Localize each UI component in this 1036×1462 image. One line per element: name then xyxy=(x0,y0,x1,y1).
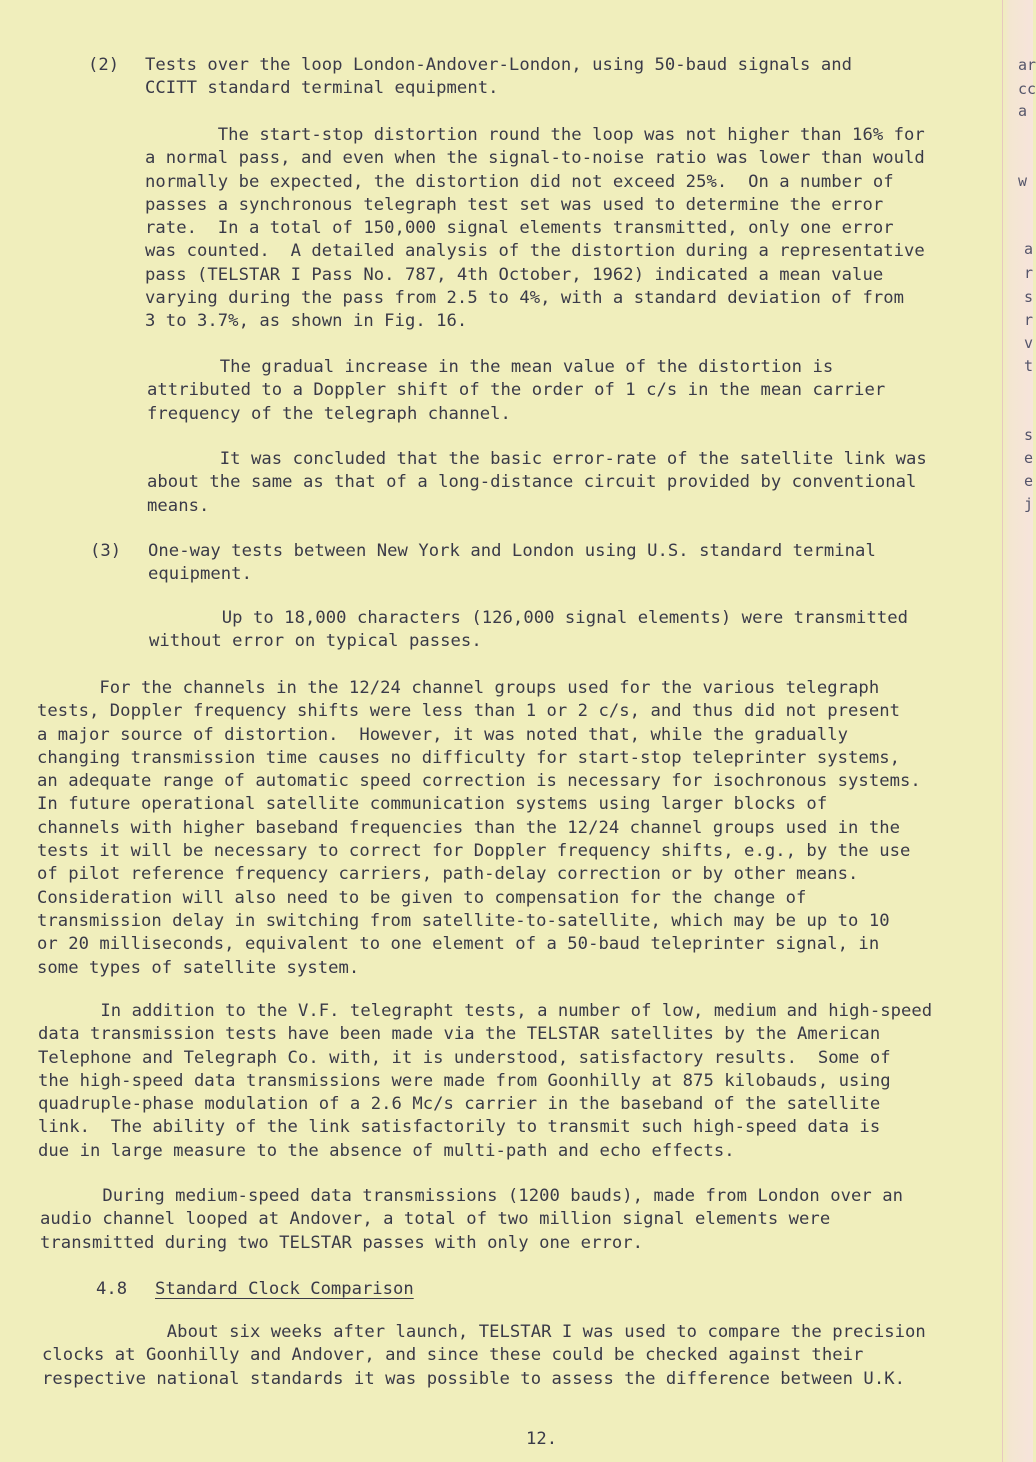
bleed-fragment: a xyxy=(1018,102,1028,120)
item-2-paragraph-1 xyxy=(145,124,925,334)
item-3-number: (3) xyxy=(90,541,122,561)
clock-comparison-paragraph-text: About six weeks after launch, TELSTAR I was used to compare the precision clocks at Goonhilly and Andover, and since these could be checked against their respective national standards it was possible to assess the difference between U.K. xyxy=(42,1322,926,1389)
item-2-heading: Tests over the loop London-Andover-London, using 50-baud signals and CCITT standard terminal equipment. xyxy=(145,55,853,99)
adjacent-page-edge xyxy=(1002,0,1033,1462)
item-2-paragraph-2-text: The gradual increase in the mean value of the distortion is attributed to a Doppler shift of the order of 1 c/s in the mean carrier frequency of the telegraph channel. xyxy=(147,357,886,424)
doppler-paragraph-text: For the channels in the 12/24 channel groups used for the various telegraph tests, Doppler frequency shifts were less than 1 or 2 c/s, and thus did not present a major source of distortion. However, it was noted that, while the gradually changing transmission time causes no difficulty for start-stop teleprinter systems, an adequate range of automatic speed correction is necessary for isochronous systems. In future operational satellite communication systems using larger blocks of channels with higher baseband frequencies than the 12/24 channel groups used in the tests it will be necessary to correct for Doppler frequency shifts, e.g., by the use of pilot reference frequency carriers, path-delay correction or by other means. Consideration will also need to be given to compensation for the change of transmission delay in switching from satellite-to-satellite, which may be up to 10 or 20 milliseconds, equivalent to one element of a 50-baud teleprinter signal, in some types of satellite system. xyxy=(37,678,921,978)
item-2-paragraph-2 xyxy=(147,356,885,426)
bleed-fragment: cc xyxy=(1018,80,1036,98)
section-number: 4.8 xyxy=(96,1279,128,1299)
item-3-paragraph-1 xyxy=(149,607,908,654)
bleed-fragment: e xyxy=(1024,449,1034,467)
item-3-heading: One-way tests between New York and London using U.S. standard terminal equipment. xyxy=(148,541,876,585)
doppler-paragraph xyxy=(37,677,921,980)
page-number: 12. xyxy=(526,1429,558,1449)
bleed-fragment: r xyxy=(1024,264,1034,282)
clock-comparison-paragraph xyxy=(42,1321,926,1391)
data-transmission-paragraph-text: In addition to the V.F. telegrapht tests, a number of low, medium and high-speed data transmission tests have been made via the TELSTAR satellites by the American Telephone and Telegraph Co. with, it is understood, satisfactory results. Some of the high-speed data transmissions were made from Goonhilly at 875 kilobauds, using quadruple-phase modulation of a 2.6 Mc/s carrier in the baseband of the satellite link. The ability of the link satisfactorily to transmit such high-speed data is due in large measure to the absence of multi-path and echo effects. xyxy=(38,1001,933,1161)
item-2-paragraph-3-text: It was concluded that the basic error-rate of the satellite link was about the same as that of a long-distance circuit provided by conventional means. xyxy=(147,449,927,516)
item-2-number: (2) xyxy=(88,55,120,75)
item-2-paragraph-3 xyxy=(147,448,927,518)
item-3-paragraph-1-text: Up to 18,000 characters (126,000 signal elements) were transmitted without error on typical passes. xyxy=(149,608,909,652)
bleed-fragment: e xyxy=(1024,472,1034,490)
section-title: Standard Clock Comparison xyxy=(155,1279,414,1299)
bleed-fragment: r xyxy=(1024,311,1034,329)
data-transmission-paragraph xyxy=(38,1000,932,1163)
bleed-fragment: w xyxy=(1018,172,1028,190)
bleed-fragment: ar xyxy=(1018,56,1036,74)
bleed-fragment: j xyxy=(1024,495,1034,513)
medium-speed-paragraph xyxy=(40,1185,903,1255)
item-2-paragraph-1-text: The start-stop distortion round the loop was not higher than 16% for a normal pass, and even when the signal-to-noise ratio was lower than would normally be expected, the distortion did not exceed 25%. On a number of passes a synchronous telegraph test set was used to determine the error rate. In a total of 150,000 signal elements transmitted, only one error was counted. A detailed analysis of the distortion during a representative pass (TELSTAR I Pass No. 787, 4th October, 1962) indicated a mean value varying during the pass from 2.5 to 4%, with a standard deviation of from 3 to 3.7%, as shown in Fig. 16. xyxy=(145,125,925,332)
bleed-fragment: s xyxy=(1024,288,1034,306)
bleed-fragment: s xyxy=(1024,426,1034,444)
bleed-fragment: a xyxy=(1024,240,1034,258)
medium-speed-paragraph-text: During medium-speed data transmissions (1200 bauds), made from London over an audio channel looped at Andover, a total of two million signal elements were transmitted during two TELSTAR passes with only one error. xyxy=(40,1186,904,1253)
bleed-fragment: t xyxy=(1024,357,1034,375)
bleed-fragment: v xyxy=(1024,334,1034,352)
